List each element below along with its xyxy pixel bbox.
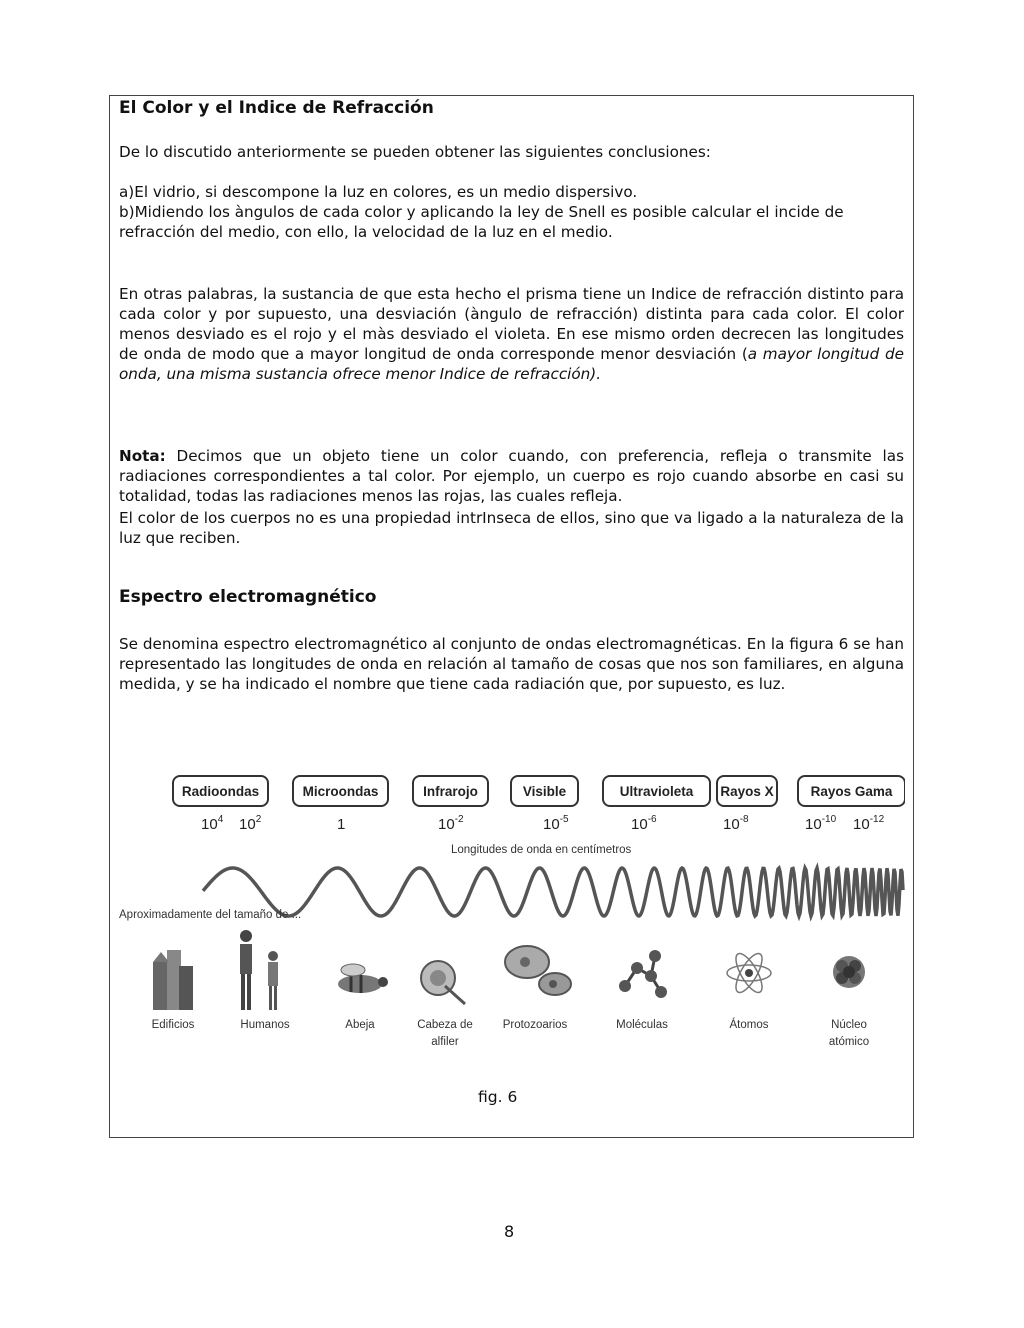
atom-icon xyxy=(727,950,771,996)
wavelength-value: $10^4$ xyxy=(201,814,224,833)
protozoa-icon xyxy=(505,946,571,995)
spectrum-svg xyxy=(115,766,905,1066)
band-rayos-x xyxy=(717,776,777,833)
wavelength-value: $10^{-8}$ xyxy=(723,814,749,833)
band-visible xyxy=(511,776,578,833)
object-label: Edificios xyxy=(151,1019,195,1031)
section-title: El Color y el Indice de Refracción xyxy=(119,98,434,118)
bee-icon xyxy=(338,964,388,993)
object-label: Núcleo atómico xyxy=(828,1019,870,1048)
band-microondas xyxy=(293,776,388,833)
object-label: Abeja xyxy=(345,1019,375,1031)
band-label: Rayos Gama xyxy=(810,784,893,799)
band-rayos-gama xyxy=(798,776,905,833)
content-frame xyxy=(109,95,914,1138)
band-label: Rayos X xyxy=(720,784,774,799)
wavelength-value: $10^{-5}$ xyxy=(543,814,569,833)
band-labels xyxy=(173,776,905,833)
pinhead-icon xyxy=(421,961,465,1004)
nota-label: Nota: xyxy=(119,447,166,465)
buildings-icon xyxy=(153,950,193,1010)
humans-icon xyxy=(240,930,278,1010)
object-label: Protozoarios xyxy=(502,1019,568,1031)
object-label: Átomos xyxy=(729,1019,769,1031)
molecule-icon xyxy=(619,950,667,998)
conclusion-a: a)El vidrio, si descompone la luz en colores, es un medio dispersivo. xyxy=(119,183,638,201)
nota-paragraph xyxy=(119,446,904,506)
band-label: Visible xyxy=(522,784,567,799)
wavelength-value: $10^{-12}$ xyxy=(853,814,885,833)
wavelength-value: $10^{-10}$ xyxy=(805,814,837,833)
object-label: Moléculas xyxy=(616,1019,668,1031)
figure-caption: fig. 6 xyxy=(478,1088,518,1106)
band-ultravioleta xyxy=(603,776,710,833)
band-radioondas xyxy=(173,776,268,833)
paragraph-refraction xyxy=(119,284,904,384)
object-label: Cabeza de alfiler xyxy=(417,1019,473,1048)
spectrum-heading: Espectro electromagnético xyxy=(119,587,377,607)
nota-text: Decimos que un objeto tiene un color cuando, con preferencia, refleja o transmite las radiaciones correspondientes a tal color. Por ejemplo, un cuerpo es rojo cuando absorbe en casi su totalidad, todas las radiaciones menos las rojas, las cuales refleja. xyxy=(119,447,904,505)
wavelength-value: $10^{-2}$ xyxy=(438,814,464,833)
band-label: Microondas xyxy=(302,784,379,799)
size-label: Aproximadamente del tamaño de ... xyxy=(119,909,302,921)
band-infrarojo xyxy=(413,776,488,833)
paragraph-refraction-text: En otras palabras, la sustancia de que esta hecho el prisma tiene un Indice de refracción distinto para cada color y por supuesto, una desviación (àngulo de refracción) distinta para cada color. El color menos desviado es el rojo y el màs desviado el violeta. En ese mismo orden decrecen las longitudes de onda de modo que a mayor longitud de onda corresponde menor desviación ( xyxy=(119,285,904,363)
conclusion-b: b)Midiendo los àngulos de cada color y aplicando la ley de Snell es posible calcular el incide de refracción del medio, con ello, la velocidad de la luz en el medio. xyxy=(119,203,844,241)
object-labels xyxy=(152,1018,870,1048)
intro-text: De lo discutido anteriormente se pueden obtener las siguientes conclusiones: xyxy=(119,143,711,161)
wavelength-value: 1 xyxy=(337,816,346,833)
object-label: Humanos xyxy=(240,1019,290,1031)
spectrum-text: Se denomina espectro electromagnético al conjunto de ondas electromagnéticas. En la figura 6 se han representado las longitudes de onda en relación al tamaño de cosas que nos son familiares, en alguna medida, y se ha indicado el nombre que tiene cada radiación que, por supuesto, es luz. xyxy=(119,635,904,693)
nucleus-icon xyxy=(833,956,865,988)
band-label: Ultravioleta xyxy=(619,784,694,799)
wave-line xyxy=(203,868,903,916)
wavelength-value: $10^2$ xyxy=(239,814,262,833)
axis-label: Longitudes de onda en centímetros xyxy=(451,844,632,856)
nota-paragraph-2: El color de los cuerpos no es una propiedad intrInseca de ellos, sino que va ligado a la naturaleza de la luz que reciben. xyxy=(119,509,904,547)
spectrum-figure xyxy=(115,766,905,1066)
paragraph-refraction-italic: a mayor longitud de onda, una misma sustancia ofrece menor Indice de refracción). xyxy=(119,345,904,383)
page-number: 8 xyxy=(504,1222,515,1241)
band-label: Infrarojo xyxy=(423,784,478,799)
wavelength-value: $10^{-6}$ xyxy=(631,814,657,833)
band-label: Radioondas xyxy=(181,784,260,799)
